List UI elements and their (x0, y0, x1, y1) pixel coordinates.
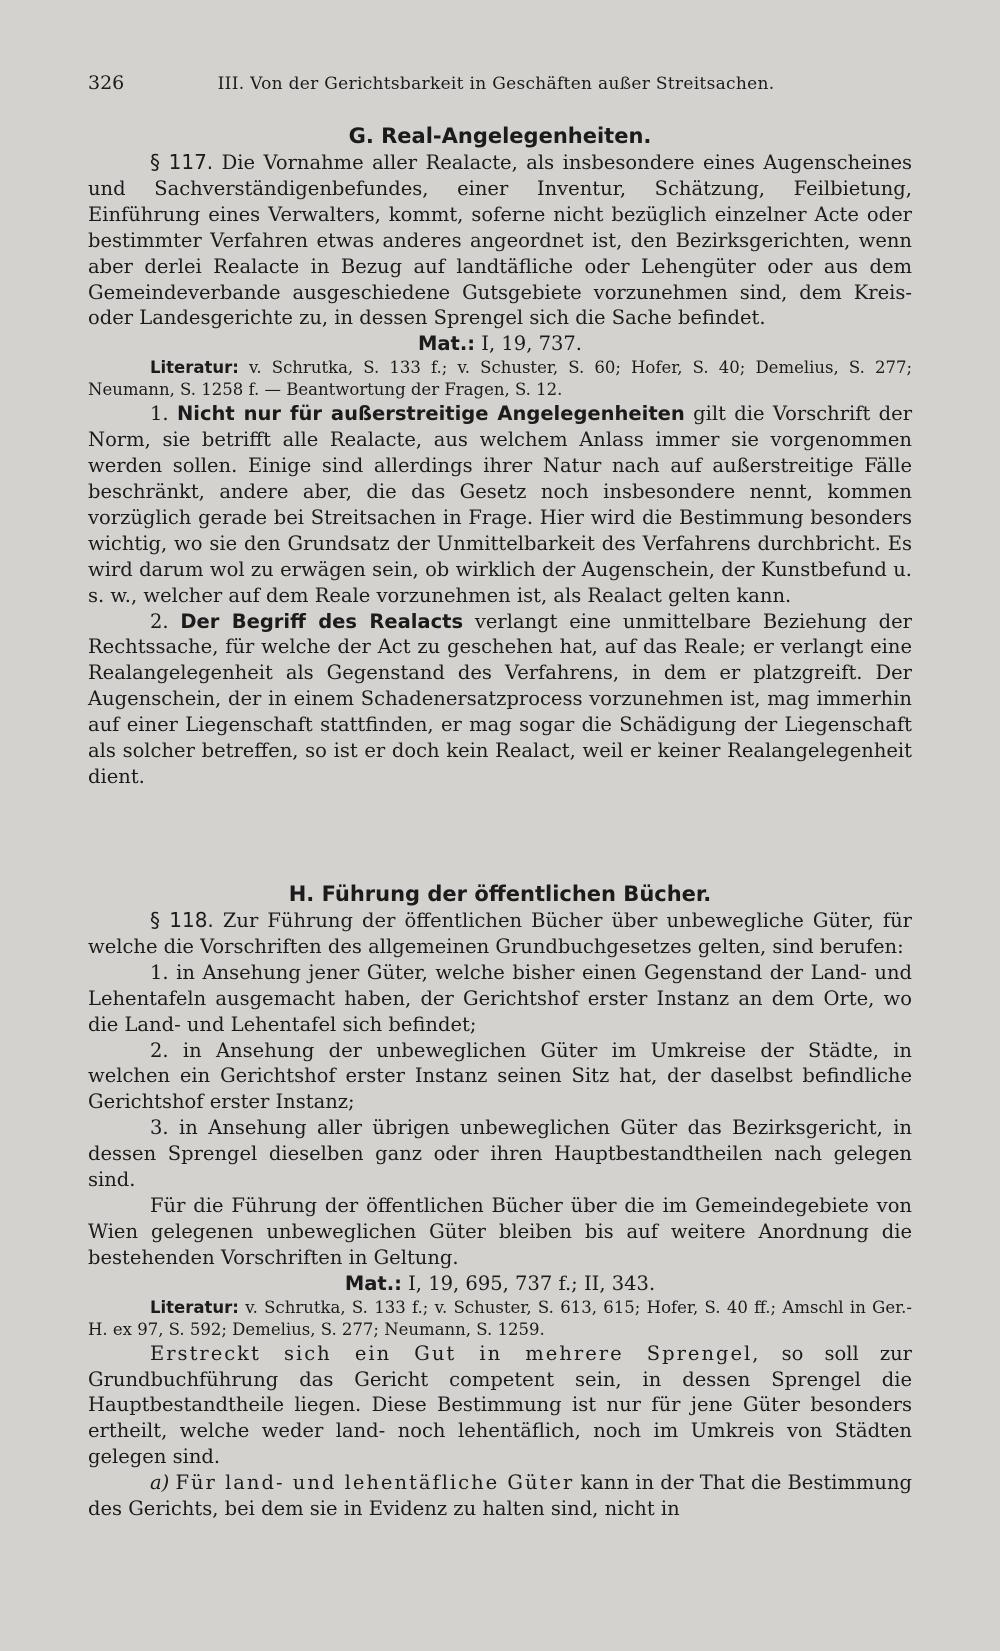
materials-line (88, 1271, 912, 1297)
page-header (88, 72, 912, 94)
note-letter: a) (150, 1471, 170, 1495)
note-text: kann in der That die Bestimmung des Gerichts, bei dem sie in Evidenz zu halten sind, nicht in (88, 1471, 913, 1521)
literature-text: v. Schrutka, S. 133 f.; v. Schuster, S. 613, 615; Hofer, S. 40 ff.; Amschl in Ger.-H. ex 97, S. 592; Demelius, S. 277; Neumann, S. 1259. (88, 1297, 912, 1339)
note-sprengel (88, 1341, 912, 1471)
paragraph-118 (88, 908, 912, 960)
page-number: 326 (88, 72, 125, 94)
note-lead: Der Begriff des Realacts (180, 609, 464, 633)
paragraph-text: Die Vornahme aller Realacte, als insbesondere eines Augenscheines und Sachverständigenbefundes, einer Inventur, Schätzung, Feilbietung, Einführung eines Verwalters, kommt, soferne nicht bezüglich einzelner Acte oder bestimmter Verfahren etwas anderes angeordnet ist, den Bezirksgerichten, wenn aber derlei Realacte in Bezug auf landtäfliche oder Lehengüter oder aus dem Gemeindeverbande ausgeschiedene Gutsgebiete vorzunehmen sind, dem Kreis- oder Landesgerichte zu, in dessen Sprengel sich die Sache befindet. (88, 151, 913, 330)
note-a (88, 1470, 912, 1522)
note-2 (88, 609, 912, 790)
note-1 (88, 401, 912, 608)
materials-label: Mat.: (417, 332, 476, 356)
note-number: 2. (150, 609, 169, 633)
list-item-2: 2. in Ansehung der unbeweglichen Güter im Umkreise der Städte, in welchen ein Gerichtshof erster Instanz seinen Sitz hat, der daselbst befindliche Gerichtshof erster Instanz; (88, 1038, 912, 1114)
note-text: gilt die Vorschrift der Norm, sie betrifft alle Realacte, aus welchem Anlass immer sie vorgenommen werden sollen. Einige sind allerdings ihrer Natur nach auf außerstreitige Fälle beschränkt, andere aber, die das Gesetz noch insbesondere nennt, kommen vorzüglich gerade bei Streitsachen in Frage. Hier wird die Bestimmung besonders wichtig, wo sie den Grundsatz der Unmittelbarkeit des Verfahrens durchbricht. Es wird darum wol zu erwägen sein, ob wirklich der Augenschein, der Kunstbefund u. s. w., welcher auf dem Reale vorzunehmen ist, als Realact gelten kann. (88, 402, 913, 607)
note-lead: Nicht nur für außerstreitige Angelegenheiten (176, 402, 685, 426)
note-text: so soll zur Grundbuchführung das Gericht competent sein, in dessen Sprengel die Hauptbestandtheile liegen. Diese Bestimmung ist nur für jene Güter besonders ertheilt, welche weder land- noch lehentäflich, noch im Umkreis von Städten gelegen sind. (88, 1341, 912, 1469)
paragraph-number: § 117. (150, 150, 214, 174)
section-g-heading: G. Real-Angelegenheiten. (348, 124, 652, 148)
vienna-paragraph: Für die Führung der öffentlichen Bücher über die im Gemeindegebiete von Wien gelegenen unbeweglichen Güter bleiben bis auf weitere Anordnung die bestehenden Vorschriften in Geltung. (88, 1193, 912, 1269)
list-item-1: 1. in Ansehung jener Güter, welche bisher einen Gegenstand der Land- und Lehentafeln ausgemacht haben, der Gerichtshof erster Instanz an dem Orte, wo die Land- und Lehentafel sich befindet; (88, 960, 912, 1036)
section-h (88, 880, 912, 1522)
literature-text: v. Schrutka, S. 133 f.; v. Schuster, S. 60; Hofer, S. 40; Demelius, S. 277; Neumann, S. 1258 f. — Beantwortung der Fragen, S. 12. (88, 358, 913, 400)
literature-line (88, 357, 912, 401)
note-text: verlangt eine unmittelbare Beziehung der Rechtssache, für welche der Act zu geschehen hat, auf das Reale; er verlangt eine Realangelegenheit als Gegenstand des Verfahrens, in dem er platzgreift. Der Augenschein, der in einem Schadenersatzprocess vorzunehmen ist, mag immerhin auf einer Liegenschaft stattfinden, er mag sogar die Schädigung der Liegenschaft als solcher betreffen, so ist er doch kein Realact, weil er keiner Realangelegenheit dient. (88, 609, 912, 788)
section-g (88, 122, 912, 790)
materials-line (88, 331, 912, 357)
note-number: 1. (150, 402, 169, 426)
materials-label: Mat.: (344, 1271, 402, 1295)
section-h-heading: H. Führung der öffentlichen Bücher. (288, 882, 712, 906)
note-lead: Erstreckt sich ein Gut in mehrere Sprengel, (150, 1341, 761, 1365)
paragraph-text: Zur Führung der öffentlichen Bücher über unbewegliche Güter, für welche die Vorschriften des allgemeinen Grundbuchgesetzes gelten, sind berufen: (88, 909, 912, 958)
materials-text: I, 19, 695, 737 f.; II, 343. (408, 1271, 656, 1295)
paragraph-117 (88, 150, 912, 331)
running-title: III. Von der Gerichtsbarkeit in Geschäften außer Streitsachen. (217, 74, 775, 94)
literature-label: Literatur: (150, 1297, 239, 1317)
paragraph-number: § 118. (150, 908, 214, 932)
note-lead: Für land- und lehentäfliche Güter (175, 1471, 575, 1495)
literature-label: Literatur: (150, 358, 239, 378)
literature-line (88, 1297, 912, 1341)
materials-text: I, 19, 737. (481, 332, 583, 356)
list-item-3: 3. in Ansehung aller übrigen unbeweglichen Güter das Bezirksgericht, in dessen Sprengel dieselben ganz oder ihren Hauptbestandtheilen nach gelegen sind. (88, 1116, 912, 1192)
